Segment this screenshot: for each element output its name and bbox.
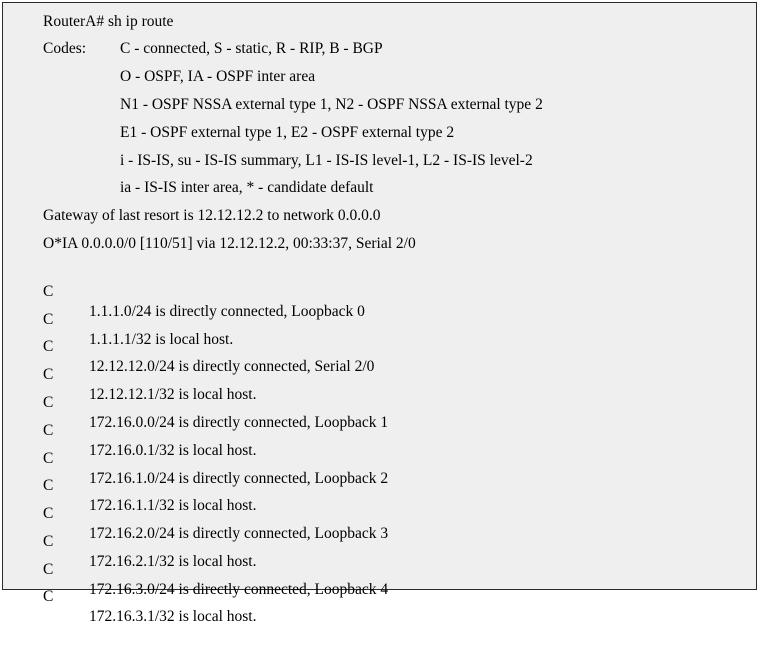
- route-code: C: [43, 477, 54, 494]
- codes-legend-line: N1 - OSPF NSSA external type 1, N2 - OSPF NSSA external type 2: [120, 96, 543, 113]
- route-code: C: [43, 283, 54, 300]
- route-description: 172.16.3.1/32 is local host.: [89, 608, 257, 625]
- route-code: C: [43, 450, 54, 467]
- route-code: C: [43, 561, 54, 578]
- route-code: C: [43, 422, 54, 439]
- codes-legend-line: O - OSPF, IA - OSPF inter area: [120, 68, 316, 85]
- route-description: 1.1.1.0/24 is directly connected, Loopback 0: [89, 303, 365, 320]
- gateway-line: Gateway of last resort is 12.12.12.2 to network 0.0.0.0: [43, 207, 381, 224]
- route-description: 12.12.12.0/24 is directly connected, Serial 2/0: [89, 358, 375, 375]
- route-description: 172.16.2.1/32 is local host.: [89, 553, 257, 570]
- route-code: C: [43, 366, 54, 383]
- route-code: C: [43, 533, 54, 550]
- route-description: 172.16.0.1/32 is local host.: [89, 442, 257, 459]
- route-code: C: [43, 588, 54, 605]
- route-description: 172.16.1.1/32 is local host.: [89, 497, 257, 514]
- route-code: C: [43, 338, 54, 355]
- codes-legend-line: i - IS-IS, su - IS-IS summary, L1 - IS-IS level-1, L2 - IS-IS level-2: [120, 152, 533, 169]
- route-description: 12.12.12.1/32 is local host.: [89, 386, 257, 403]
- command-line: RouterA# sh ip route: [43, 13, 174, 30]
- route-description: 172.16.1.0/24 is directly connected, Loopback 2: [89, 470, 389, 487]
- route-description: 172.16.3.0/24 is directly connected, Loopback 4: [89, 581, 389, 598]
- route-code: C: [43, 394, 54, 411]
- codes-legend-line: ia - IS-IS inter area, * - candidate default: [120, 179, 374, 196]
- codes-legend-line: E1 - OSPF external type 1, E2 - OSPF external type 2: [120, 124, 455, 141]
- route-code: C: [43, 311, 54, 328]
- codes-legend-line: C - connected, S - static, R - RIP, B - BGP: [120, 40, 383, 57]
- route-description: 1.1.1.1/32 is local host.: [89, 331, 234, 348]
- terminal-output-panel: [2, 2, 757, 625]
- route-code: C: [43, 505, 54, 522]
- route-description: 172.16.0.0/24 is directly connected, Loopback 1: [89, 414, 389, 431]
- codes-label: Codes:: [43, 40, 87, 57]
- route-row: [43, 262, 746, 320]
- route-description: 172.16.2.0/24 is directly connected, Loopback 3: [89, 525, 389, 542]
- default-route-line: O*IA 0.0.0.0/0 [110/51] via 12.12.12.2, 00:33:37, Serial 2/0: [43, 235, 416, 252]
